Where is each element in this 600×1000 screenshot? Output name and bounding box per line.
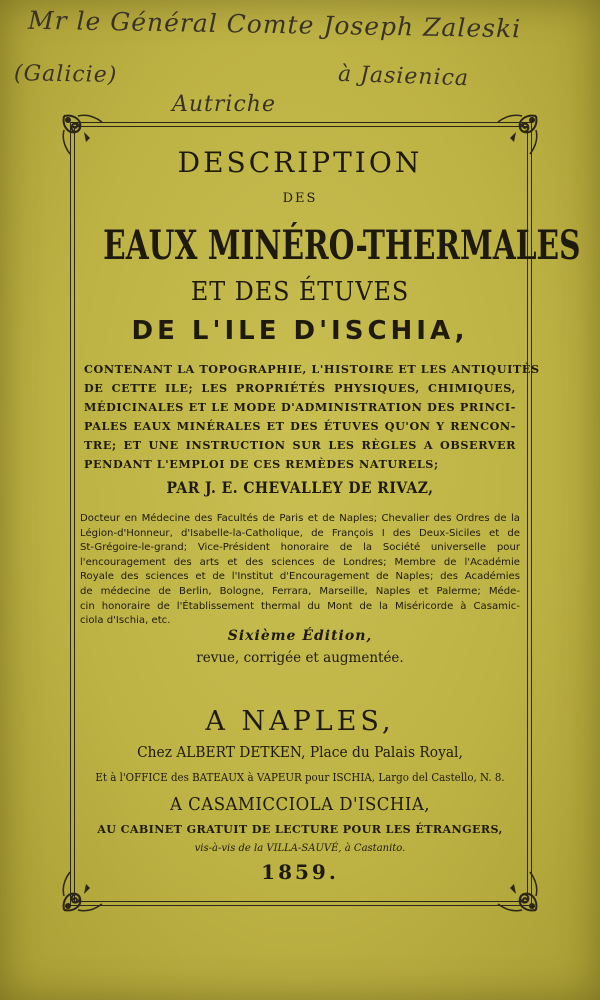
- title-des: DES: [282, 191, 318, 206]
- credentials-line: ciola d'Ischia, etc.: [80, 615, 171, 627]
- credentials-line: de médecine de Berlin, Bologne, Ferrara, Marseille, Naples et Palerme; Méde-: [80, 585, 520, 597]
- edition-label: Sixième Édition,: [227, 628, 373, 644]
- description-line: DE CETTE ILE; LES PROPRIÉTÉS PHYSIQUES, CHIMIQUES,: [84, 381, 516, 395]
- author-credentials: [80, 512, 520, 629]
- description-line: TRE; ET UNE INSTRUCTION SUR LES RÈGLES A OBSERVER: [84, 438, 516, 452]
- credentials-line: cin honoraire de l'Établissement thermal du Mont de la Miséricorde à Casamic-: [80, 600, 520, 612]
- publisher-casamicciola: A CASAMICCIOLA D'ISCHIA,: [170, 794, 430, 815]
- publisher-address: Chez ALBERT DETKEN, Place du Palais Royal,: [137, 745, 463, 761]
- publisher-vis-a-vis: vis-à-vis de la VILLA-SAUVÉ, à Castanito.: [194, 843, 406, 854]
- publisher-city: A NAPLES,: [205, 706, 395, 737]
- handwritten-inscription-line-3: à Jasienica: [337, 61, 470, 92]
- publisher-office: Et à l'OFFICE des BATEAUX à VAPEUR pour ISCHIA, Largo del Castello, N. 8.: [95, 771, 505, 784]
- description-line: CONTENANT LA TOPOGRAPHIE, L'HISTOIRE ET LES ANTIQUITÉS: [84, 362, 540, 376]
- description-line: MÉDICINALES ET LE MODE D'ADMINISTRATION DES PRINCI-: [84, 400, 516, 414]
- title-et-des-etuves: ET DES ÉTUVES: [190, 277, 410, 307]
- description-paragraph: [84, 360, 540, 474]
- edition-note: revue, corrigée et augmentée.: [196, 650, 404, 666]
- handwritten-inscription-line-4: Autriche: [172, 92, 276, 117]
- publisher-cabinet: AU CABINET GRATUIT DE LECTURE POUR LES ÉTRANGERS,: [97, 822, 503, 836]
- publication-year: 1859.: [261, 860, 339, 884]
- author-line: PAR J. E. CHEVALLEY DE RIVAZ,: [166, 478, 434, 497]
- credentials-line: Docteur en Médecine des Facultés de Paris et de Naples; Chevalier des Ordres de la: [80, 513, 520, 524]
- title-eaux-minero-thermales: EAUX MINÉRO-THERMALES: [103, 222, 581, 269]
- credentials-line: Légion-d'Honneur, d'Isabelle-la-Catholique, de François I des Deux-Siciles et de: [80, 527, 520, 539]
- credentials-line: St-Grégoire-le-grand; Vice-Président honoraire de la Société universelle pour: [80, 542, 520, 554]
- credentials-line: Royale des sciences et de l'Institut d'Encouragement de Naples; des Académies: [80, 571, 520, 583]
- credentials-line: l'encouragement des arts et des sciences de Londres; Membre de l'Académie: [80, 556, 520, 568]
- description-line: PALES EAUX MINÉRALES ET DES ÉTUVES QU'ON Y RENCON-: [84, 419, 516, 433]
- description-line: PENDANT L'EMPLOI DE CES REMÈDES NATURELS;: [84, 457, 439, 471]
- handwritten-inscription-line-2: (Galicie): [13, 61, 118, 88]
- title-description: DESCRIPTION: [177, 146, 423, 179]
- handwritten-inscription-line-1: Mr le Général Comte Joseph Zaleski: [27, 5, 522, 44]
- title-ile-d-ischia: DE L'ILE D'ISCHIA,: [131, 316, 469, 346]
